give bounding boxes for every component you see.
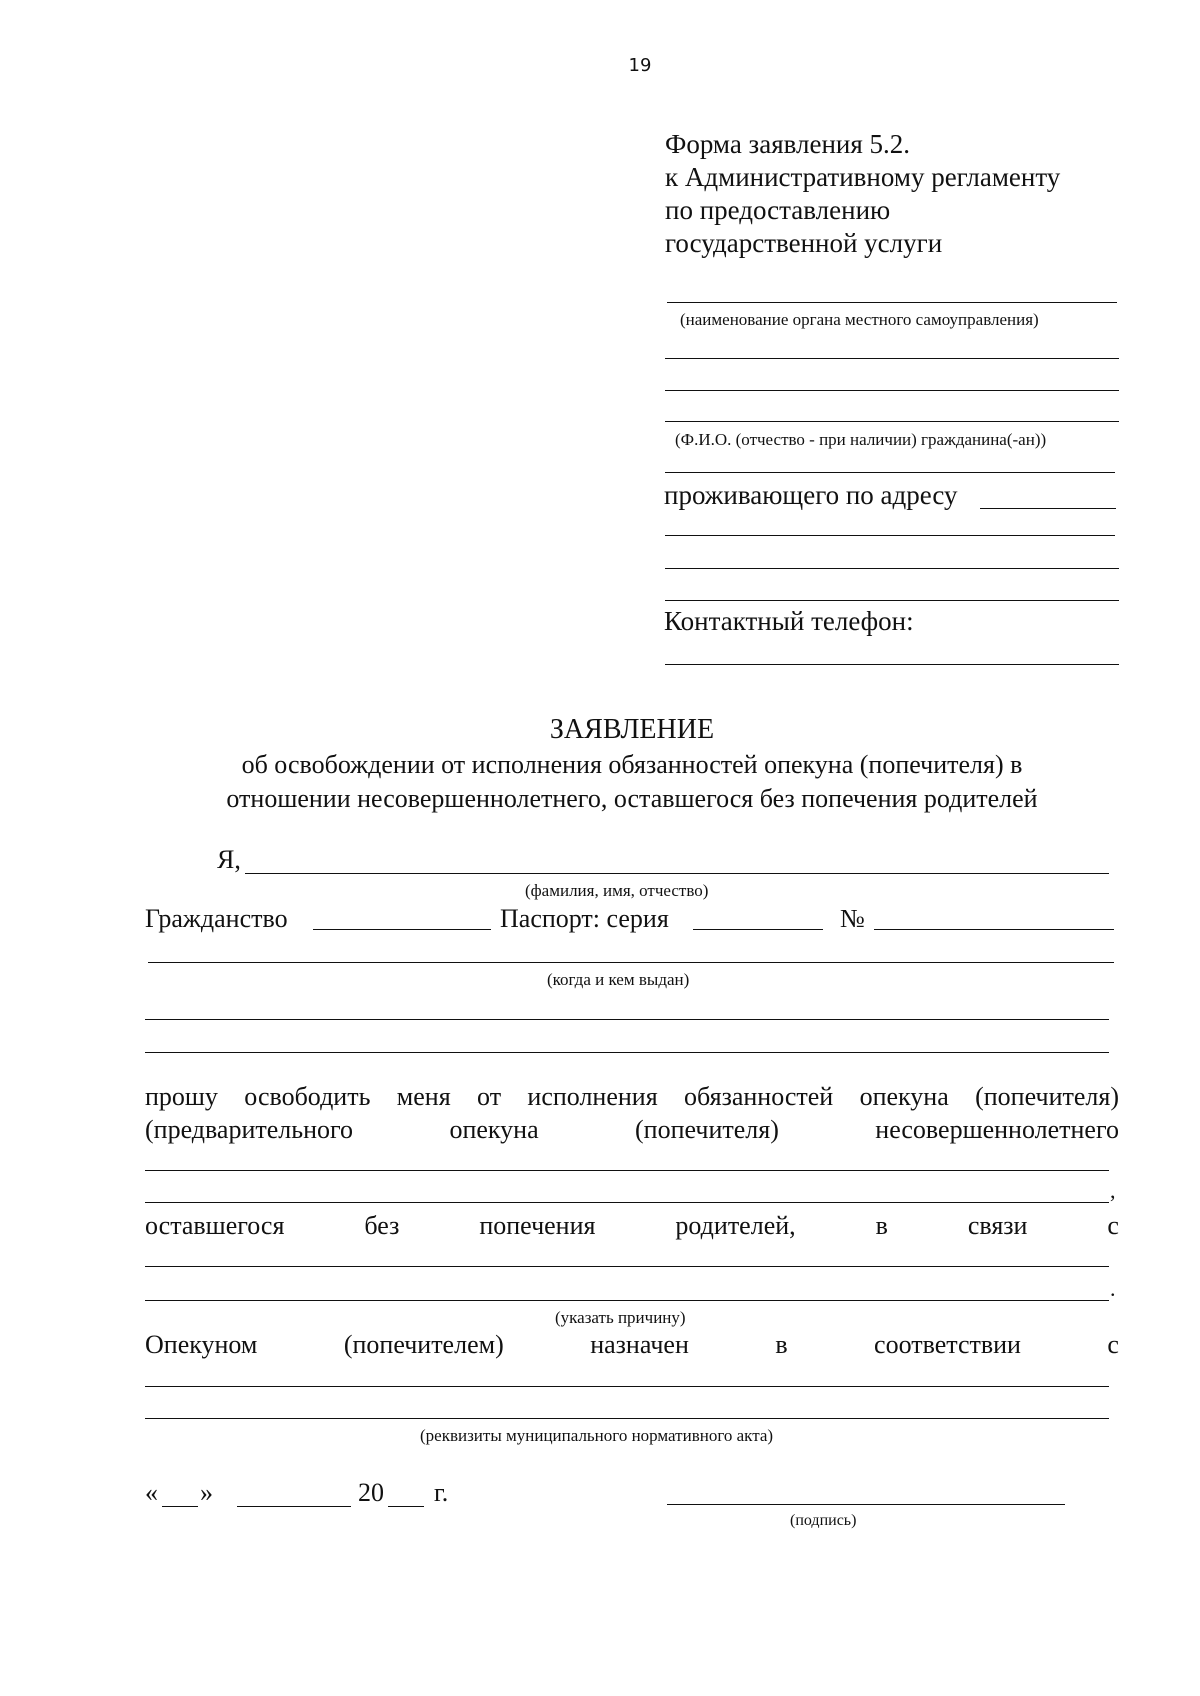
address-field-4[interactable] (665, 600, 1119, 601)
word: от (477, 1082, 502, 1111)
date-open-quote: « (145, 1478, 158, 1507)
word: оставшегося (145, 1211, 285, 1240)
word: освободить (244, 1082, 371, 1111)
word: с (1107, 1330, 1119, 1359)
signature-caption: (подпись) (790, 1512, 857, 1529)
word: меня (396, 1082, 451, 1111)
signature-field[interactable] (667, 1504, 1065, 1505)
passport-number-label: № (840, 904, 865, 933)
passport-series-field[interactable] (693, 929, 823, 930)
word: Опекуном (145, 1330, 258, 1359)
word: (попечителя) (975, 1082, 1119, 1111)
word: (попечителя) (635, 1115, 779, 1144)
word: (предварительного (145, 1115, 354, 1144)
word: попечения (479, 1211, 596, 1240)
address-field-3[interactable] (665, 568, 1119, 569)
date-day-field[interactable] (162, 1506, 198, 1507)
act-details-field-1[interactable] (145, 1386, 1109, 1387)
address-field-1[interactable] (980, 508, 1116, 509)
date-year-suffix: г. (434, 1478, 449, 1507)
act-details-caption: (реквизиты муниципального нормативного акта) (420, 1426, 774, 1445)
passport-series-label: Паспорт: серия (500, 904, 669, 933)
applicant-ya-label: Я, (217, 845, 241, 874)
word: в (775, 1330, 788, 1359)
date-year-field[interactable] (388, 1506, 424, 1507)
word: исполнения (527, 1082, 658, 1111)
word: опекуна (449, 1115, 539, 1144)
citizen-fio-field-1[interactable] (665, 358, 1119, 359)
citizen-fio-field-3[interactable] (665, 421, 1119, 422)
form-header-line-4: государственной услуги (665, 228, 943, 258)
passport-issued-field-3[interactable] (145, 1052, 1109, 1053)
form-header-line-3: по предоставлению (665, 195, 891, 225)
word: обязанностей (684, 1082, 834, 1111)
applicant-fio-caption: (фамилия, имя, отчество) (525, 881, 709, 900)
word: несовершеннолетнего (875, 1115, 1119, 1144)
document-subtitle-line-2: отношении несовершеннолетнего, оставшегося без попечения родителей (226, 784, 1038, 813)
word: в (875, 1211, 888, 1240)
date-year-prefix: 20 (358, 1478, 384, 1507)
word: с (1107, 1211, 1119, 1240)
citizenship-field[interactable] (313, 929, 491, 930)
organ-name-field[interactable] (667, 302, 1117, 303)
request-text-line-3 (145, 1211, 1119, 1241)
word: родителей, (675, 1211, 796, 1240)
document-subtitle-line-1: об освобождении от исполнения обязанностей опекуна (попечителя) в (241, 750, 1023, 779)
request-text-line-4 (145, 1330, 1119, 1360)
page-number: 19 (628, 55, 652, 76)
citizen-fio-caption: (Ф.И.О. (отчество - при наличии) гражданина(-ан)) (675, 430, 1047, 449)
reason-field-2[interactable] (145, 1300, 1109, 1301)
passport-number-field[interactable] (874, 929, 1114, 930)
word: прошу (145, 1082, 218, 1111)
address-label: проживающего по адресу (664, 480, 958, 510)
reason-caption: (указать причину) (555, 1308, 686, 1327)
minor-name-field-1[interactable] (145, 1170, 1109, 1171)
organ-name-caption: (наименование органа местного самоуправления) (680, 310, 1039, 329)
word: (попечителем) (343, 1330, 504, 1359)
phone-field[interactable] (665, 664, 1119, 665)
citizenship-label: Гражданство (145, 904, 288, 933)
act-details-field-2[interactable] (145, 1418, 1109, 1419)
minor-name-comma: , (1110, 1178, 1116, 1203)
passport-issued-caption: (когда и кем выдан) (547, 970, 690, 989)
document-title: ЗАЯВЛЕНИЕ (549, 714, 715, 745)
phone-label: Контактный телефон: (664, 606, 914, 636)
date-close-quote: » (200, 1478, 213, 1507)
citizen-fio-field-2[interactable] (665, 390, 1119, 391)
request-text-line-2 (145, 1115, 1119, 1145)
applicant-fio-field[interactable] (245, 873, 1109, 874)
address-field-2[interactable] (665, 535, 1115, 536)
minor-name-field-2[interactable] (145, 1202, 1109, 1203)
word: без (364, 1211, 400, 1240)
passport-issued-field-2[interactable] (145, 1019, 1109, 1020)
date-month-field[interactable] (237, 1506, 351, 1507)
request-text-line-1 (145, 1082, 1119, 1112)
form-header-line-2: к Административному регламенту (665, 162, 1061, 192)
reason-field-1[interactable] (145, 1266, 1109, 1267)
word: назначен (590, 1330, 689, 1359)
word: связи (967, 1211, 1028, 1240)
reason-period: . (1110, 1276, 1116, 1301)
form-header-line-1: Форма заявления 5.2. (665, 129, 911, 159)
word: соответствии (874, 1330, 1021, 1359)
word: опекуна (859, 1082, 949, 1111)
citizen-fio-field-4[interactable] (665, 472, 1115, 473)
passport-issued-field-1[interactable] (148, 962, 1114, 963)
